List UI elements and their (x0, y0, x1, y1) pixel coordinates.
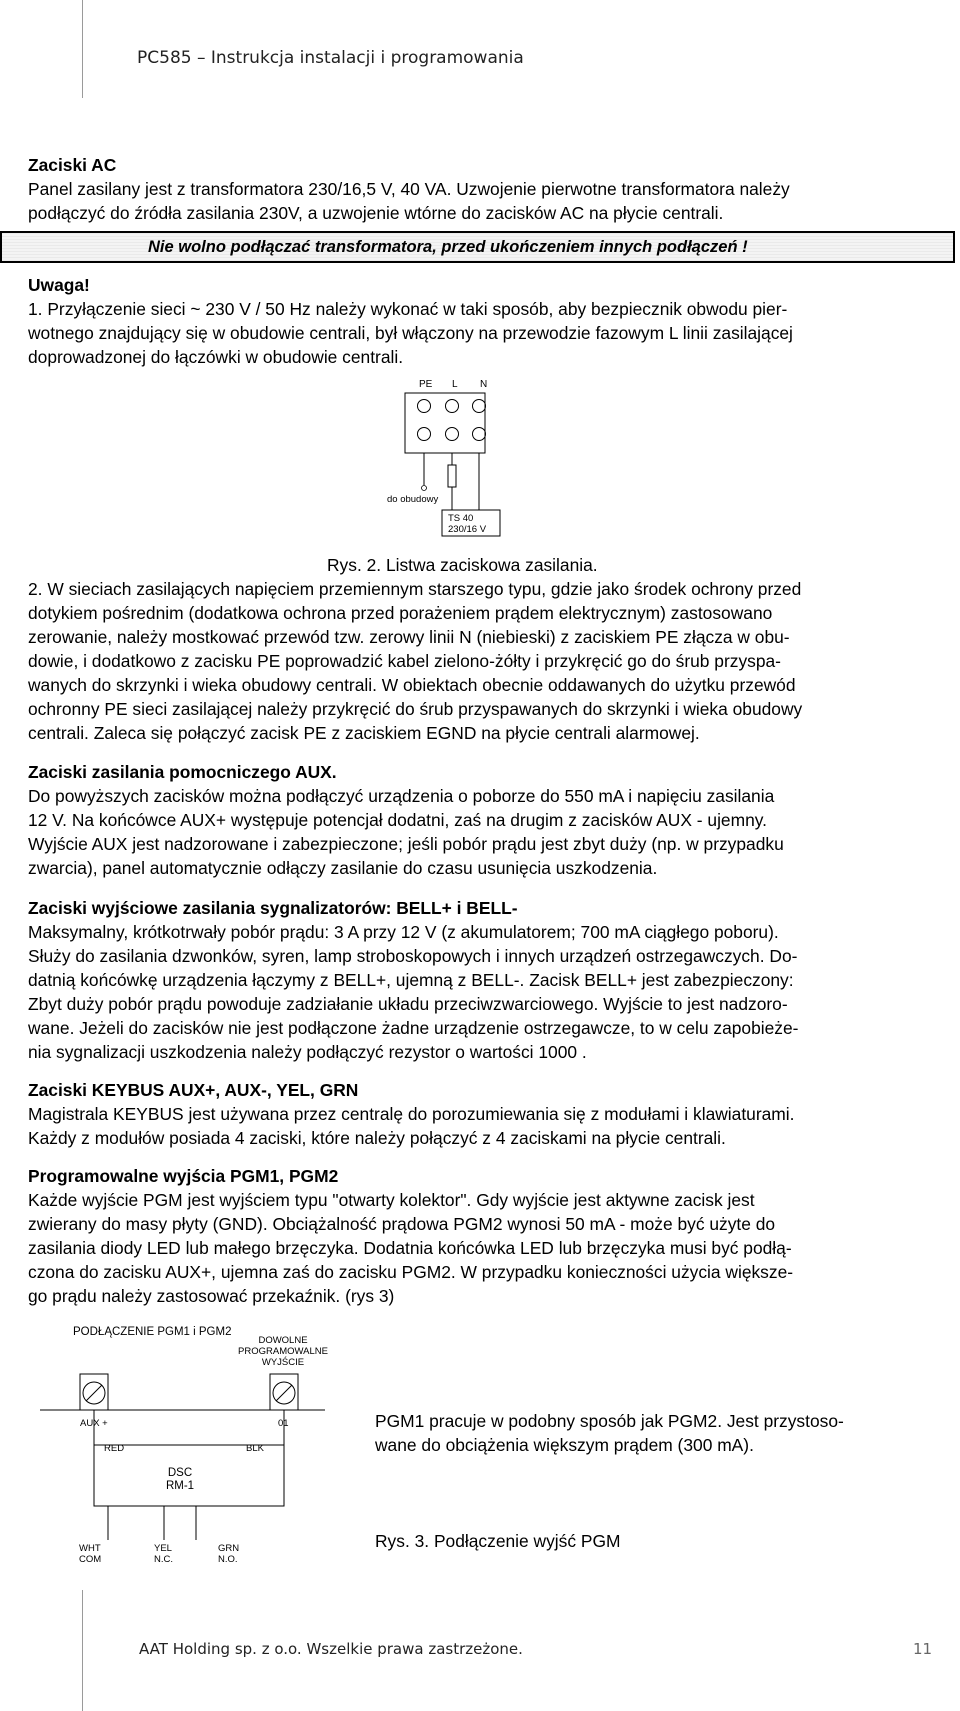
terminal-screw (473, 428, 486, 441)
no-label: GRN (218, 1543, 240, 1554)
com-label: WHT (79, 1543, 101, 1554)
text-line: Każde wyjście PGM jest wyjściem typu "otwarty kolektor". Gdy wyjście jest aktywne zacisk jest (28, 1190, 755, 1210)
text-line: Panel zasilany jest z transformatora 230/16,5 V, 40 VA. Uzwojenie pierwotne transformatora należy (28, 179, 790, 199)
note-label: Uwaga! (28, 275, 90, 295)
text-line: doprowadzonej do łączówki w obudowie centrali. (28, 347, 404, 367)
text-line: 2. W sieciach zasilających napięciem przemiennym starszego typu, gdzie jako środek ochrony przed (28, 579, 802, 599)
terminal-screw (446, 400, 459, 413)
transformer-rating: 230/16 V (448, 524, 487, 535)
terminal-label-pe: PE (419, 379, 433, 390)
text-line: Zbyt duży pobór prądu powoduje zadziałanie układu przeciwzwarciowego. Wyjście to jest nadzoro- (28, 994, 788, 1014)
screw-slot (86, 1385, 102, 1401)
heading-ac: Zaciski AC (28, 155, 117, 175)
footer-rule (82, 1590, 83, 1711)
screw-slot (276, 1385, 292, 1401)
heading-keybus: Zaciski KEYBUS AUX+, AUX-, YEL, GRN (28, 1080, 359, 1100)
heading-aux: Zaciski zasilania pomocniczego AUX. (28, 762, 337, 782)
text-line: ochronny PE sieci zasilającej należy przykręcić do śrub przyspawanych do skrzynki i wieka obudowy (28, 699, 803, 719)
text-line: Każdy z modułów posiada 4 zaciski, które należy połączyć z 4 zaciskami na płycie centrali. (28, 1128, 726, 1148)
text-line: czona do zacisku AUX+, ujemna zaś do zacisku PGM2. W przypadku konieczności użycia większe- (28, 1262, 794, 1282)
output-terminal (270, 1374, 298, 1410)
text-line: zwarcia), panel automatycznie odłączy zasilanie do czasu usunięcia uszkodzenia. (28, 858, 658, 878)
figure-terminal-strip (380, 375, 520, 540)
terminal-screw (418, 400, 431, 413)
no-label: N.O. (218, 1554, 238, 1565)
terminal-screw (418, 428, 431, 441)
fuse-symbol (448, 465, 456, 487)
text-line: 12 V. Na końcówce AUX+ występuje potencjał dodatni, zaś na drugim z zacisków AUX - ujemny. (28, 810, 767, 830)
nc-label: N.C. (154, 1554, 173, 1565)
text-line: Służy do zasilania dzwonków, syren, lamp stroboskopowych i innych urządzeń ostrzegawczych. Do- (28, 946, 798, 966)
ground-point (422, 486, 427, 491)
figure-2-caption: Rys. 2. Listwa zaciskowa zasilania. (327, 555, 598, 575)
com-label: COM (79, 1554, 102, 1565)
text-line: zwierany do masy płyty (GND). Obciążalność prądowa PGM2 wynosi 50 mA - może być użyte do (28, 1214, 776, 1234)
text-line: 1. Przyłączenie sieci ~ 230 V / 50 Hz należy wykonać w taki sposób, aby bezpiecznik obwodu pier- (28, 299, 788, 319)
aux-terminal (80, 1374, 108, 1410)
text-line: wane do obciążenia większym prądem (300 mA). (375, 1435, 754, 1455)
section-bell (28, 896, 798, 1064)
terminal-screw (446, 428, 459, 441)
text-line: dotykiem pośrednim (dodatkowa ochrona przed porażeniem prądem elektrycznym) zastosowano (28, 603, 773, 623)
text-line: dowie, i dodatkowo z zacisku PE poprowadzić kabel zielono-żółty i przykręcić go do śrub przyspa- (28, 651, 781, 671)
output-number-label: 01 (278, 1418, 289, 1429)
figure-3-caption: Rys. 3. Podłączenie wyjść PGM (375, 1531, 621, 1551)
output-label: PROGRAMOWALNE (238, 1346, 328, 1357)
page-header-title: PC585 – Instrukcja instalacji i programowania (137, 48, 524, 68)
output-label: DOWOLNE (258, 1335, 308, 1346)
text-line: Maksymalny, krótkotrwały pobór prądu: 3 A przy 12 V (z akumulatorem; 700 mA ciągłego poboru). (28, 922, 779, 942)
module-label: RM-1 (165, 1480, 195, 1492)
figure-pgm-connection (40, 1315, 380, 1575)
ground-label: do obudowy (387, 494, 439, 505)
text-line: nia sygnalizacji uszkodzenia należy podłączyć rezystor o wartości 1000 . (28, 1042, 587, 1062)
output-label: WYJŚCIE (261, 1357, 305, 1368)
blk-wire-label: BLK (246, 1443, 264, 1454)
terminal-label-l: L (452, 379, 458, 390)
page-number: 11 (913, 1640, 933, 1658)
section-keybus (28, 1078, 794, 1150)
diagram-title: PODŁĄCZENIE PGM1 i PGM2 (73, 1326, 232, 1338)
red-wire-label: RED (104, 1443, 125, 1454)
point-2-paragraph (28, 577, 941, 745)
text-line: wanych do skrzynki i wieka obudowy centrali. W obiektach obecnie oddawanych do użytku przewód (28, 675, 796, 695)
text-line: wotnego znajdujący się w obudowie centrali, był włączony na przewodzie fazowym L linii zasilającej (28, 323, 793, 343)
text-line: go prądu należy zastosować przekaźnik. (rys 3) (28, 1286, 395, 1306)
section-pgm (28, 1164, 793, 1308)
nc-label: YEL (154, 1543, 172, 1554)
text-line: centrali. Zaleca się połączyć zacisk PE z zaciskiem EGND na płycie centrali alarmowej. (28, 723, 700, 743)
module-label: DSC (167, 1467, 193, 1479)
text-line: zasilania diody LED lub małego brzęczyka. Dodatnia końcówka LED lub brzęczyka musi być podłą- (28, 1238, 792, 1258)
text-line: Magistrala KEYBUS jest używana przez centralę do porozumiewania się z modułami i klawiaturami. (28, 1104, 795, 1124)
aux-label: AUX + (80, 1418, 108, 1429)
heading-pgm: Programowalne wyjścia PGM1, PGM2 (28, 1166, 339, 1186)
section-aux (28, 760, 784, 880)
header-rule (82, 0, 83, 98)
text-line: Wyjście AUX jest nadzorowane i zabezpieczone; jeśli pobór prądu jest zbyt duży (np. w przypadku (28, 834, 784, 854)
text-line: podłączyć do źródła zasilania 230V, a uzwojenie wtórne do zacisków AC na płycie centrali. (28, 203, 724, 223)
text-line: Do powyższych zacisków można podłączyć urządzenia o poborze do 550 mA i napięciu zasilania (28, 786, 775, 806)
section-ac (28, 153, 790, 225)
text-line: zerowanie, należy mostkować przewód tzw. zerowy linii N (niebieski) z zaciskiem PE złącza w obu- (28, 627, 790, 647)
text-line: datnią końcówkę urządzenia łączymy z BELL+, ujemną z BELL-. Zacisk BELL+ jest zabezpieczony: (28, 970, 794, 990)
text-line: PGM1 pracuje w podobny sposób jak PGM2. Jest przystoso- (375, 1411, 844, 1431)
transformer-label: TS 40 (448, 513, 474, 524)
heading-bell: Zaciski wyjściowe zasilania sygnalizatorów: BELL+ i BELL- (28, 898, 518, 918)
terminal-label-n: N (480, 379, 488, 390)
footer-copyright: AAT Holding sp. z o.o. Wszelkie prawa zastrzeżone. (139, 1640, 523, 1658)
note-block (28, 273, 941, 369)
terminal-screw (473, 400, 486, 413)
pgm1-note (375, 1409, 844, 1457)
text-line: wane. Jeżeli do zacisków nie jest podłączone żadne urządzenie ostrzegawcze, to w celu zapobieże- (28, 1018, 799, 1038)
terminal-block (405, 393, 485, 453)
warning-text: Nie wolno podłączać transformatora, przed ukończeniem innych podłączeń ! (148, 238, 748, 256)
